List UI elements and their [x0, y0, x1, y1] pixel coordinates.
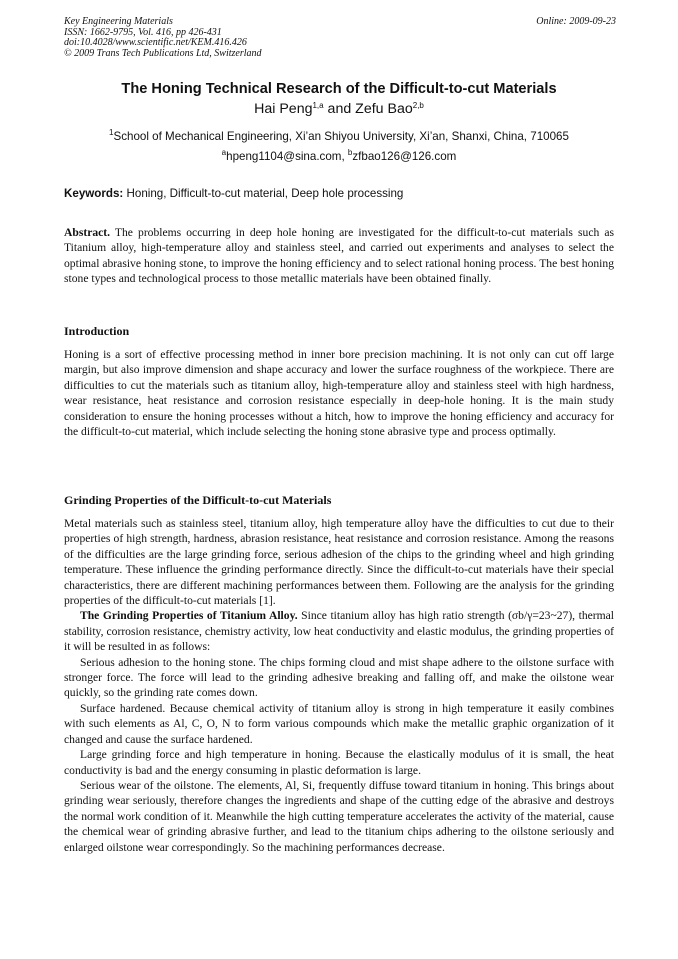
oilstone-wear-paragraph: Serious wear of the oilstone. The elements, Al, Si, frequently diffuse toward titanium in honing. This brings about grinding wear seriously, therefore changes the ingredients and shape of the cutting edge of the abrasive and destroys the normal work condition of it. Meanwhile the high cutting temperature accelerates the activity of the material, cause the chemical wear of grinding abrasive further, and lead to the titanium chips adhering to the oilstone seriously and enlarged oilstone wear correspondingly. So the machining performances decrease.	[64, 778, 614, 854]
titanium-paragraph	[64, 608, 614, 654]
affiliation-text: School of Mechanical Engineering, Xi’an Shiyou University, Xi’an, Shanxi, China, 710065	[113, 130, 569, 143]
journal-header	[64, 17, 616, 59]
keywords-text: Honing, Difficult-to-cut material, Deep hole processing	[123, 187, 404, 200]
abstract-text: The problems occurring in deep hole honing are investigated for the difficult-to-cut materials such as Titanium alloy, high-temperature alloy and stainless steel, and carried out experiments and analyses to select the optimal abrasive honing stone, to improve the honing efficiency and to select rational honing process. The best honing stone types and technological process to those metallic materials have been obtained finally.	[64, 226, 614, 286]
affiliation	[0, 130, 678, 143]
email-b-superscript: b	[347, 148, 353, 157]
adhesion-paragraph: Serious adhesion to the honing stone. The chips forming cloud and mist shape adhere to the oilstone surface with stronger force. The force will lead to the grinding adhesive breaking and falling off, and make the oilstone wear quickly, so the grinding rate comes down.	[64, 655, 614, 700]
introduction-heading: Introduction	[64, 324, 130, 338]
abstract	[64, 225, 614, 287]
grinding-force-paragraph: Large grinding force and high temperature in honing. Because the elastically modulus of it is small, the heat conductivity is bad and the energy consuming in plastic deformation is large.	[64, 748, 614, 777]
email-b: zfbao126@126.com	[352, 150, 457, 163]
author-conjunction: and	[323, 101, 356, 117]
paper-title: The Honing Technical Research of the Difficult-to-cut Materials	[121, 81, 557, 97]
grinding-paragraph-1: Metal materials such as stainless steel, titanium alloy, high temperature alloy have the difficulties to cut due to their properties of high strength, hardness, abrasion resistance, heat resistance and corrosion resistance. Among the reasons of the difficulties are the large grinding force, serious adhesion of the chips to the grinding wheel and high grinding temperature. These influence the grinding performance directly. Since the difficult-to-cut materials have their special characteristics, there are different machining performances between them. Following are the analysis for the grinding properties of the difficult-to-cut materials [1].	[64, 517, 614, 608]
issn: ISSN: 1662-9795, Vol. 416, pp 426-431	[64, 26, 222, 38]
journal-name: Key Engineering Materials	[64, 16, 173, 27]
titanium-text: Since titanium alloy has high ratio strength (σb/γ=23~27), thermal stability, corrosion resistance, chemistry activity, low heat conductivity and elastic modulus, the grinding properties of it will be resulted in as follows:	[64, 609, 615, 654]
keywords	[64, 187, 614, 200]
abstract-label: Abstract.	[64, 226, 111, 239]
author-1: Hai Peng	[254, 101, 313, 117]
copyright: © 2009 Trans Tech Publications Ltd, Switzerland	[64, 47, 262, 59]
introduction-section	[64, 323, 614, 439]
introduction-paragraph: Honing is a sort of effective processing method in inner bore precision machining. It is not only can cut off large margin, but also improve dimension and shape accuracy and lower the surface roughness of the workpiece. There are difficulties to cut the materials such as titanium alloy, high-temperature alloy and stainless steel with high hardness, wear resistance, heat resistance and corrosion resistance especially in deep-hole honing. It is the main study consideration to ensure the honing processes without a hitch, how to improve the honing efficiency and accuracy for the difficult-to-cut material, which include selecting the honing stone abrasive type and process optimally.	[64, 348, 614, 439]
online-date: Online: 2009-09-23	[536, 16, 616, 27]
abstract-paragraph	[64, 225, 614, 287]
grinding-section	[64, 492, 614, 855]
author-2-superscript: 2,b	[412, 101, 424, 110]
email-a-superscript: a	[221, 148, 227, 157]
surface-hardened-paragraph: Surface hardened. Because chemical activity of titanium alloy is strong in high temperature it easily combines with such elements as Al, C, O, N to form various compounds which make the metallic graphic organization of it changed and cause the surface hardened.	[64, 701, 614, 746]
author-1-superscript: 1,a	[312, 101, 324, 110]
author-line	[0, 101, 678, 117]
titanium-heading: The Grinding Properties of Titanium Alloy.	[80, 609, 298, 623]
author-2: Zefu Bao	[355, 101, 413, 117]
email-a: hpeng1104@sina.com,	[226, 150, 348, 163]
keywords-label: Keywords:	[64, 187, 124, 200]
grinding-heading: Grinding Properties of the Difficult-to-cut Materials	[64, 493, 332, 507]
email-line	[0, 150, 678, 163]
doi: doi:10.4028/www.scientific.net/KEM.416.426	[64, 37, 247, 48]
affiliation-superscript: 1	[109, 128, 114, 137]
